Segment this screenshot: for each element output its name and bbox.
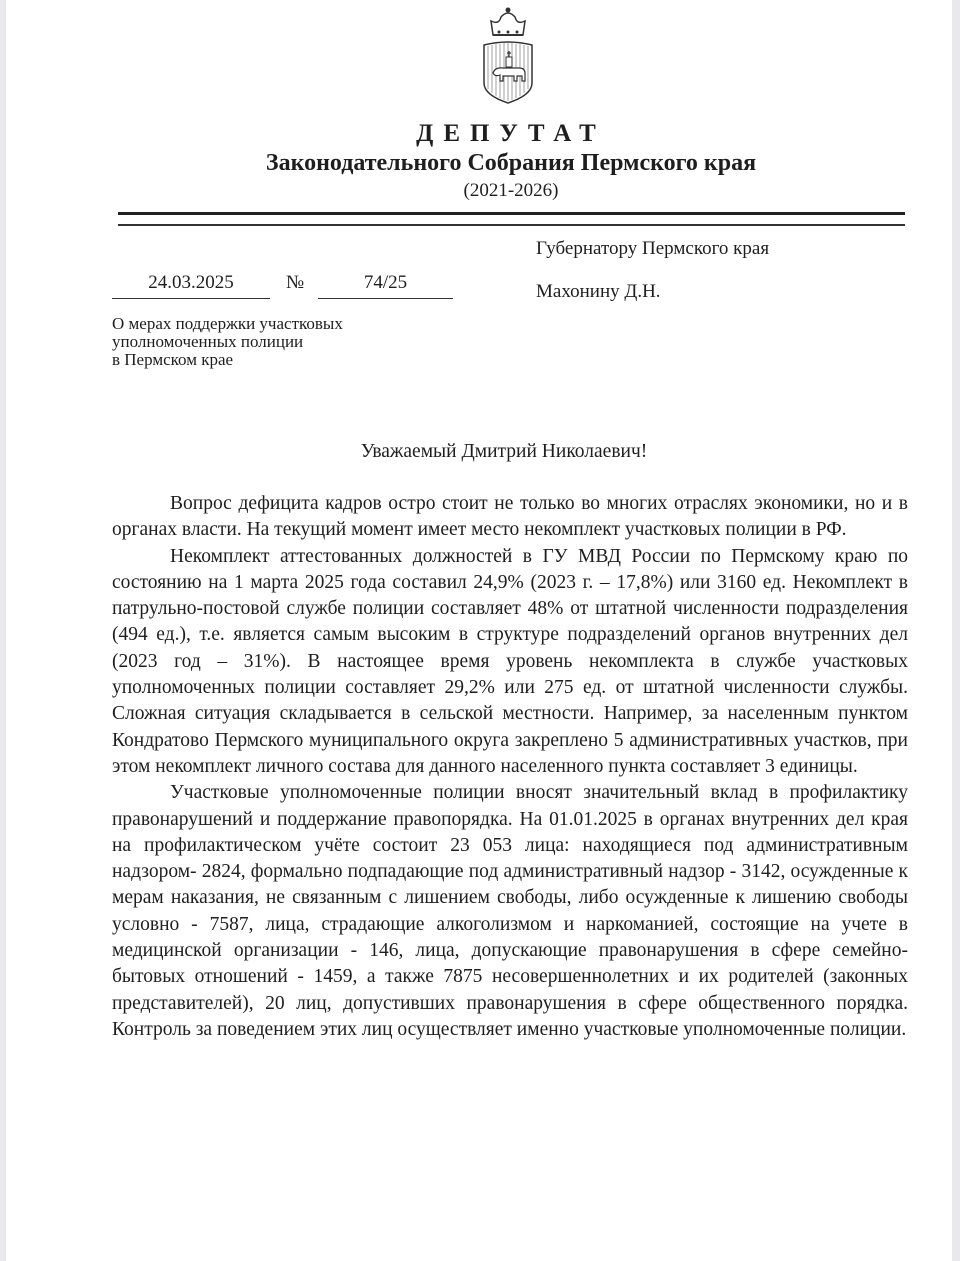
- letterhead-divider-thick: [118, 212, 905, 215]
- letterhead-title: ДЕПУТАТ: [416, 120, 606, 147]
- registration-date: 24.03.2025: [112, 272, 270, 299]
- subject-line: в Пермском крае: [112, 350, 234, 369]
- letterhead-subtitle: Законодательного Собрания Пермского края: [265, 150, 757, 176]
- body-paragraph: Некомплект аттестованных должностей в ГУ МВД России по Пермскому краю по состоянию на 1 марта 2025 года составил 24,9% (2023 г. – 17,8%) или 3160 ед. Некомплект в патрульно-постовой службе полиции составляет 48% от штатной численности подразделения (494 ед.), т.е. является самым высоким в структуре подразделений органов внутренних дел (2023 год – 31%). В настоящее время уровень некомплекта в службе участковых уполномоченных полиции составляет 29,2% или 275 ед. от штатной численности службы. Сложная ситуация складывается в сельской местности. Например, за населенным пунктом Кондратово Пермского муниципального округа закреплено 5 административных участков, при этом некомплект личного состава для данного населенного пункта составляет 3 единицы.: [112, 545, 908, 777]
- letterhead-term: (2021-2026): [463, 180, 559, 201]
- registration-number-sign: №: [286, 272, 305, 293]
- subject-line: О мерах поддержки участковых: [112, 314, 343, 333]
- coat-of-arms-icon: [479, 5, 537, 105]
- addressee-name: Махонину Д.Н.: [536, 281, 661, 302]
- letter-body: [112, 491, 908, 1043]
- letter-page: [6, 0, 952, 1261]
- letterhead-divider-thin: [118, 224, 905, 226]
- letter-subject: [112, 315, 343, 369]
- salutation: Уважаемый Дмитрий Николаевич!: [360, 441, 648, 462]
- registration-number: 74/25: [318, 272, 453, 299]
- body-paragraph: Участковые уполномоченные полиции вносят значительный вклад в профилактику правонарушений и поддержание правопорядка. На 01.01.2025 в органах внутренних дел края на профилактическом учёте состоит 23 053 лица: находящиеся под административным надзором- 2824, формально подпадающие под административный надзор - 3142, осужденные к мерам наказания, не связанным с лишением свободы, либо осужденные к лишению свободы условно - 7587, лица, страдающие алкоголизмом и наркоманией, состоящие на учете в медицинской организации - 146, лица, допускающие правонарушения в сфере семейно-бытовых отношений - 1459, а также 7875 несовершеннолетних и их родителей (законных представителей), 20 лиц, допустивших правонарушения в сфере общественного порядка. Контроль за поведением этих лиц осуществляет именно участковые уполномоченные полиции.: [112, 782, 908, 1040]
- addressee-title: Губернатору Пермского края: [536, 238, 770, 259]
- body-paragraph: Вопрос дефицита кадров остро стоит не только во многих отраслях экономики, но и в органах власти. На текущий момент имеет место некомплект участковых полиции в РФ.: [112, 493, 908, 541]
- subject-line: уполномоченных полиции: [112, 332, 304, 351]
